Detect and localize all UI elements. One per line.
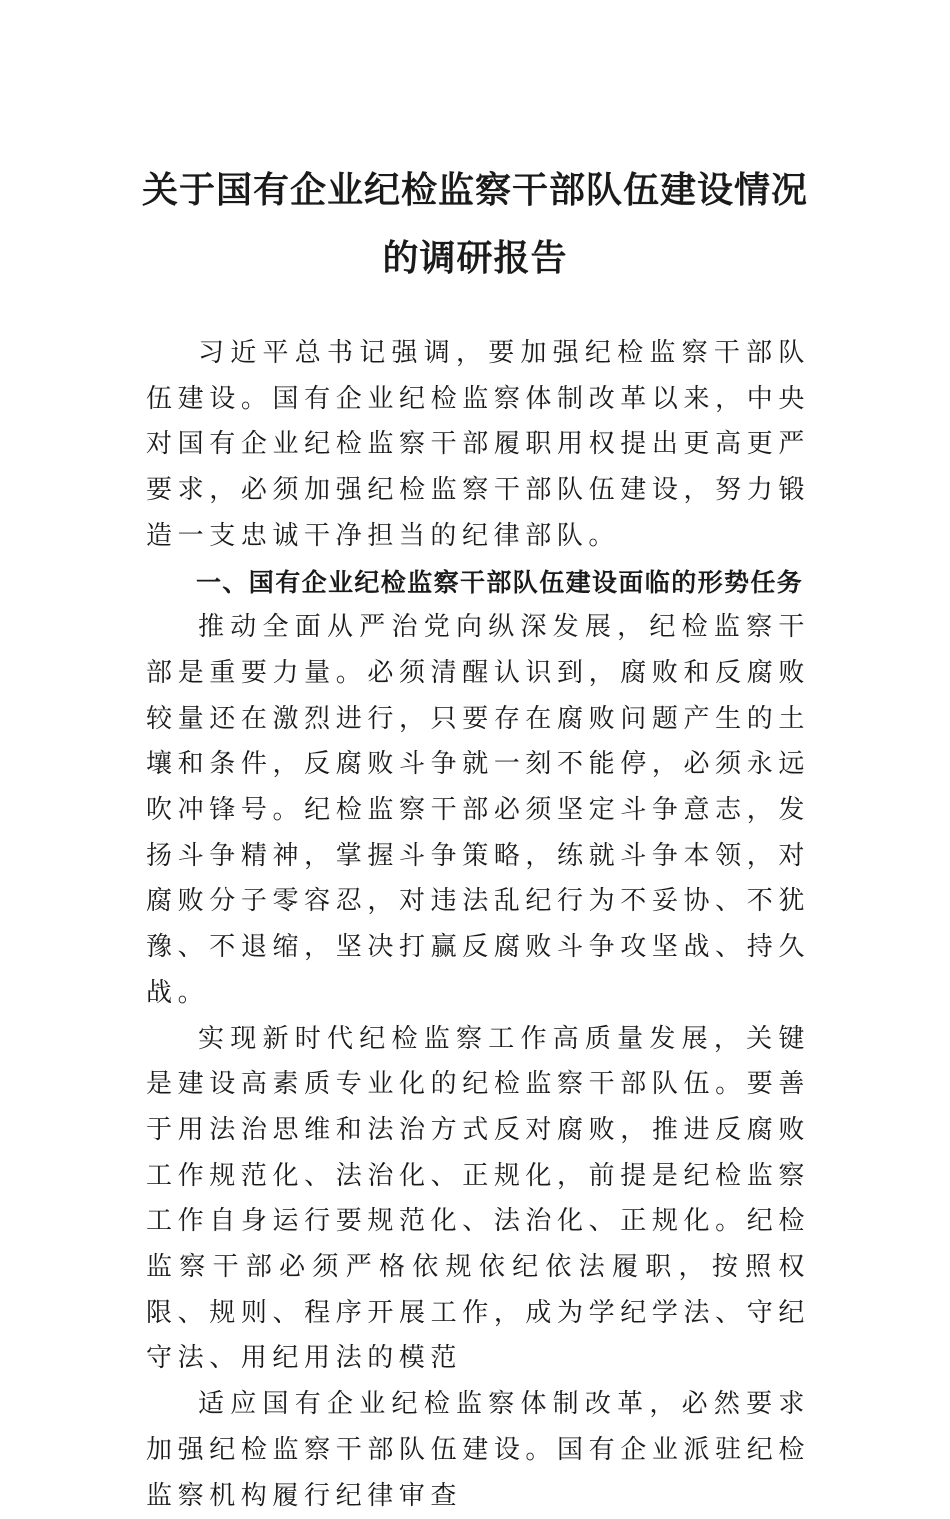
paragraph-intro: 习近平总书记强调，要加强纪检监察干部队伍建设。国有企业纪检监察体制改革以来，中央对国有企业纪检监察干部履职用权提出更高更严要求，必须加强纪检监察干部队伍建设，努力锻造一支忠诚干净担当的纪律部队。 [146,338,810,551]
paragraph-reform: 适应国有企业纪检监察体制改革，必然要求加强纪检监察干部队伍建设。国有企业派驻纪检监察机构履行纪律审查 [146,1389,810,1511]
document-title-line-1: 关于国有企业纪检监察干部队伍建设情况 [141,169,808,211]
paragraph-situation: 推动全面从严治党向纵深发展，纪检监察干部是重要力量。必须清醒认识到，腐败和反腐败较量还在激烈进行，只要存在腐败问题产生的土壤和条件，反腐败斗争就一刻不能停，必须永远吹冲锋号。纪检监察干部必须坚定斗争意志，发扬斗争精神，掌握斗争策略，练就斗争本领，对腐败分子零容忍，对违法乱纪行为不妥协、不犹豫、不退缩，坚决打赢反腐败斗争攻坚战、持久战。 [146,612,810,1008]
document-body [146,331,810,1519]
paragraph-quality: 实现新时代纪检监察工作高质量发展，关键是建设高素质专业化的纪检监察干部队伍。要善于用法治思维和法治方式反对腐败，推进反腐败工作规范化、法治化、正规化，前提是纪检监察工作自身运行要规范化、法治化、正规化。纪检监察干部必须严格依规依纪依法履职，按照权限、规则、程序开展工作，成为学纪学法、守纪守法、用纪用法的模范 [146,1023,810,1374]
document-title-line-2: 的调研报告 [382,237,568,279]
section-heading-1: 一、国有企业纪检监察干部队伍建设面临的形势任务 [196,567,804,597]
